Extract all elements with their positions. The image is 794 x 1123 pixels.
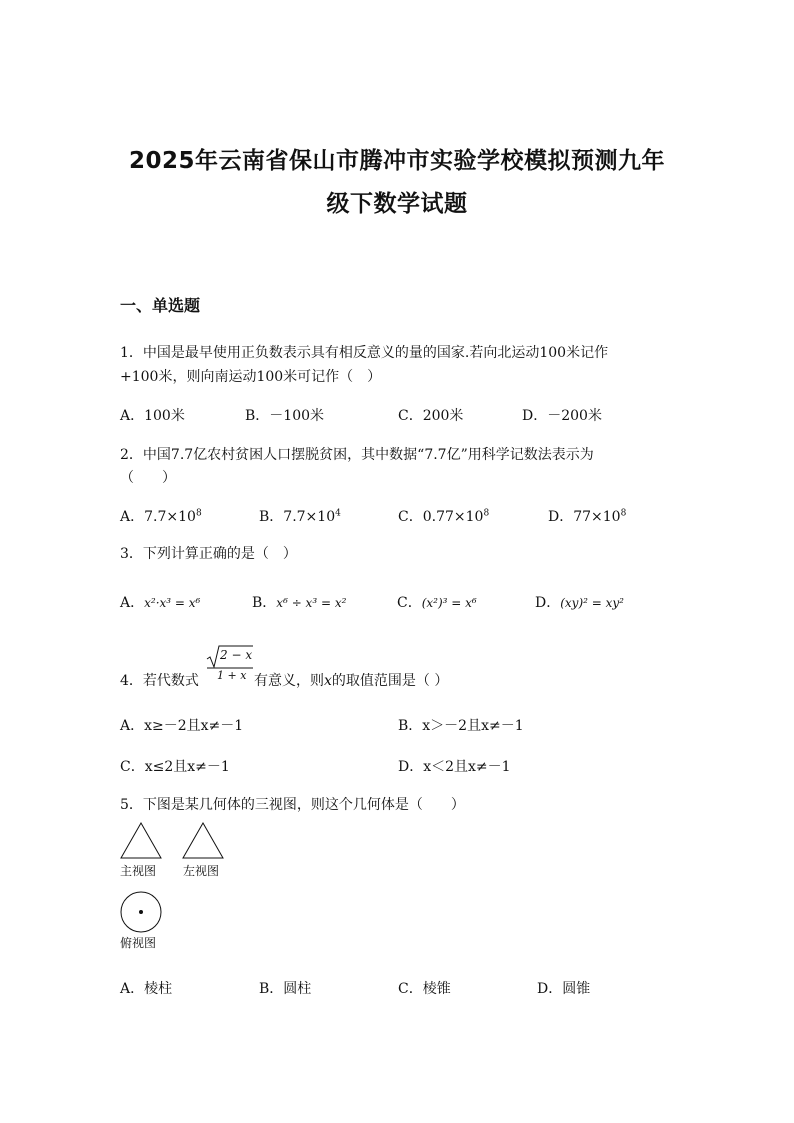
front-view-triangle	[119, 822, 163, 860]
question-3-option-d[interactable]	[535, 592, 624, 612]
question-5-stem: 5．下图是某几何体的三视图，则这个几何体是（ ）	[120, 797, 465, 813]
option-expression: (xy)² = xy²	[560, 596, 624, 610]
option-label: B．	[252, 595, 277, 611]
option-label: C．	[397, 595, 422, 611]
top-view-label: 俯视图	[120, 936, 157, 950]
option-exponent: 4	[335, 508, 341, 519]
question-5-option-d[interactable]: D．圆锥	[537, 981, 591, 997]
question-3-option-a[interactable]	[120, 592, 200, 612]
question-5-option-b[interactable]: B．圆柱	[259, 981, 312, 997]
section-heading: 一、单选题	[120, 296, 201, 315]
question-3-stem: 3．下列计算正确的是（ ）	[120, 546, 297, 562]
option-base: 7.7×10	[283, 509, 336, 525]
question-4-option-c[interactable]: C．x≤2且x≠－1	[120, 759, 230, 775]
question-2-option-c[interactable]	[398, 506, 489, 526]
question-3-option-b[interactable]	[252, 592, 346, 612]
question-1-stem-line2: +100米，则向南运动100米可记作（ ）	[120, 369, 382, 385]
question-1-stem-line1: 1．中国是最早使用正负数表示具有相反意义的量的国家.若向北运动100米记作	[120, 345, 609, 361]
option-exponent: 8	[620, 508, 627, 519]
option-label: D．	[548, 509, 574, 525]
top-view-circle	[119, 890, 163, 934]
question-4-option-d[interactable]: D．x＜2且x≠－1	[398, 759, 511, 775]
question-2-stem-line1: 2．中国7.7亿农村贫困人口摆脱贫困，其中数据“7.7亿”用科学记数法表示为	[120, 447, 594, 463]
fraction-denominator: 1 + x	[217, 669, 247, 682]
question-2-stem-line2: （ ）	[120, 470, 176, 486]
option-expression: (x²)³ = x⁶	[421, 596, 477, 610]
question-2-option-a[interactable]	[120, 506, 202, 526]
option-expression: x²·x³ = x⁶	[144, 596, 201, 610]
stem-end: 的取值范围是（ ）	[331, 673, 449, 689]
question-4-stem-suffix	[254, 670, 448, 690]
option-exponent: 8	[195, 508, 202, 519]
question-5-option-c[interactable]: C．棱锥	[398, 981, 451, 997]
question-4-stem-prefix: 4．若代数式	[120, 673, 199, 689]
option-label: A．	[120, 509, 145, 525]
option-label: A．	[120, 595, 145, 611]
question-1-option-c[interactable]: C．200米	[398, 408, 464, 424]
question-1-option-b[interactable]: B．－100米	[245, 408, 325, 424]
question-5-option-a[interactable]: A．棱柱	[120, 981, 173, 997]
question-2-option-d[interactable]	[548, 506, 626, 526]
variable: x	[324, 673, 332, 689]
front-view-label: 主视图	[120, 864, 157, 878]
option-label: C．	[398, 509, 423, 525]
question-4-option-b[interactable]: B．x＞－2且x≠－1	[398, 718, 524, 734]
stem-suffix: 有意义，则	[254, 673, 324, 689]
page-title-line2: 级下数学试题	[326, 191, 468, 217]
option-base: 77×10	[573, 509, 621, 525]
question-1-option-d[interactable]: D．－200米	[522, 408, 602, 424]
option-exponent: 8	[483, 508, 490, 519]
question-4-option-a[interactable]: A．x≥－2且x≠－1	[120, 718, 244, 734]
option-label: D．	[535, 595, 561, 611]
option-label: B．	[259, 509, 284, 525]
page-title-line1: 2025年云南省保山市腾冲市实验学校模拟预测九年	[128, 148, 665, 174]
question-1-option-a[interactable]: A．100米	[120, 408, 185, 424]
option-base: 0.77×10	[422, 509, 484, 525]
fraction-numerator: 2 − x	[220, 648, 253, 662]
side-view-label: 左视图	[183, 864, 220, 878]
side-view-triangle	[181, 822, 225, 860]
option-base: 7.7×10	[144, 509, 196, 525]
question-3-option-c[interactable]	[397, 592, 477, 612]
option-expression: x⁶ ÷ x³ = x²	[276, 596, 347, 610]
question-2-option-b[interactable]	[259, 506, 341, 526]
